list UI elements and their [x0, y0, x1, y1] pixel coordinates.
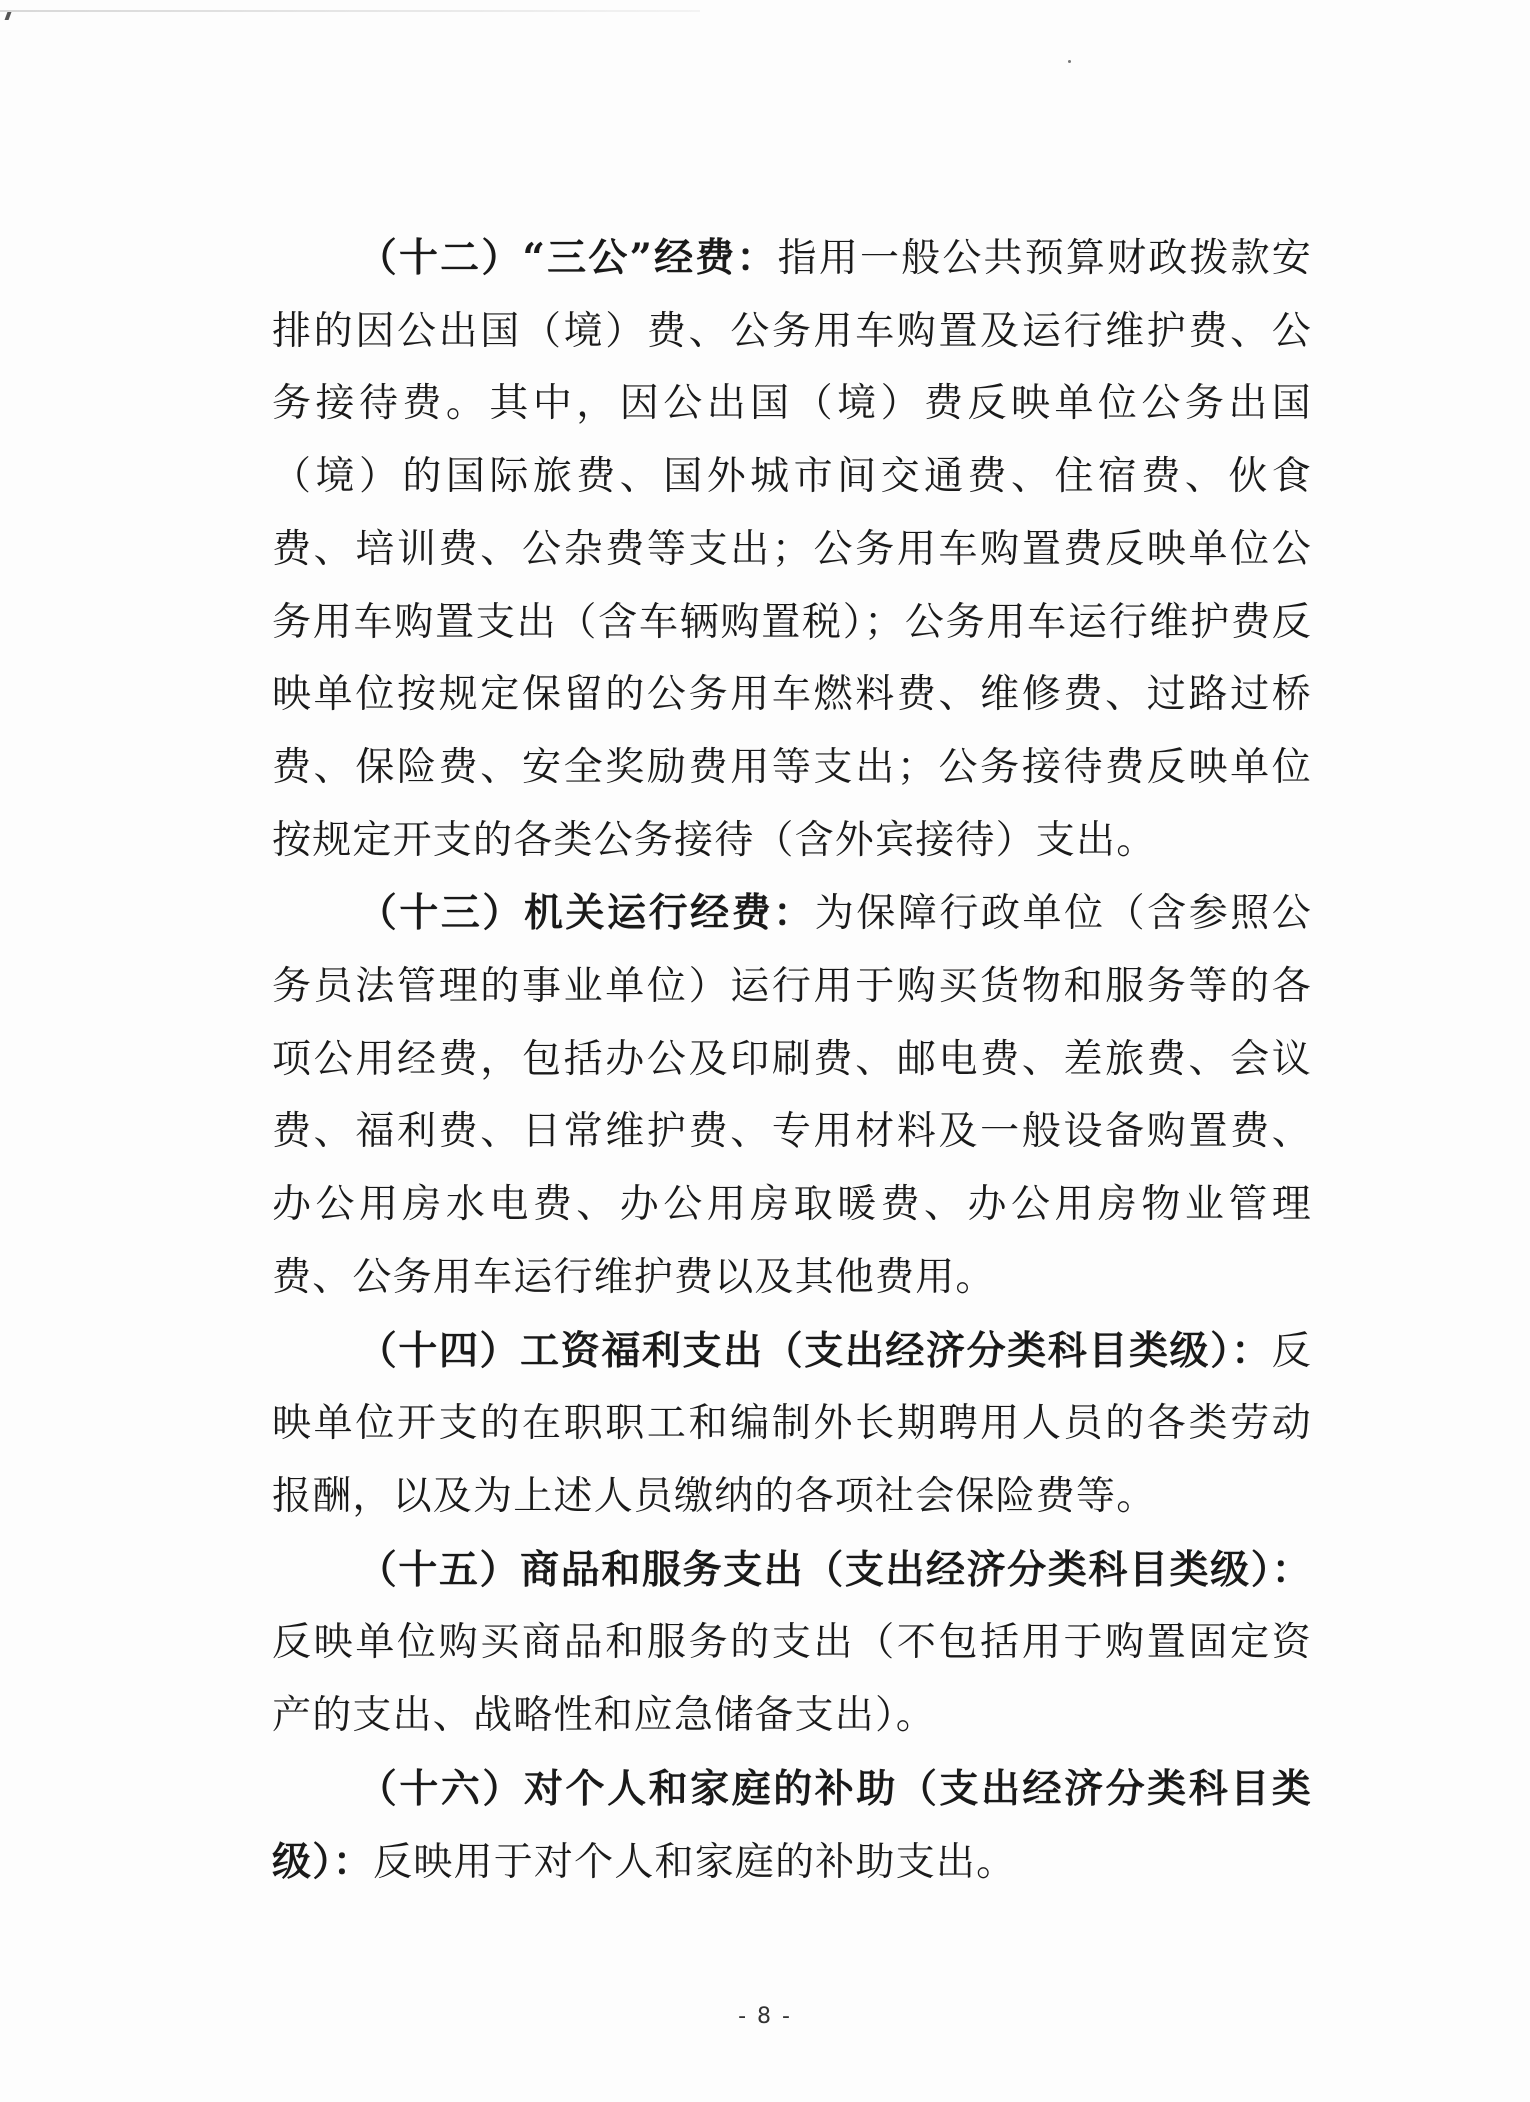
paragraph-body: 反映单位开支的在职职工和编制外长期聘用人员的各类劳动报酬，以及为上述人员缴纳的各项社会保险费等。 — [272, 1328, 1312, 1519]
body-text — [272, 222, 1312, 1900]
paragraph-fourteen — [272, 1315, 1312, 1534]
scan-speck — [1068, 60, 1071, 63]
paragraph-heading: （十二）“三公”经费： — [357, 235, 778, 281]
paragraph-heading: （十三）机关运行经费： — [357, 890, 815, 937]
paragraph-heading: （十六）对个人和家庭的补助（支出经济分类科目类级）： — [272, 1765, 1312, 1886]
page-number: - 8 - — [738, 2004, 792, 2029]
paragraph-fifteen — [272, 1534, 1312, 1753]
paragraph-thirteen — [272, 877, 1312, 1314]
scan-corner-mark — [5, 12, 12, 20]
scan-edge-line — [0, 10, 700, 12]
paragraph-body: 反映用于对个人和家庭的补助支出。 — [373, 1840, 1017, 1886]
paragraph-body: 为保障行政单位（含参照公务员法管理的事业单位）运行用于购买货物和服务等的各项公用经费，包括办公及印刷费、邮电费、差旅费、会议费、福利费、日常维护费、专用材料及一般设备购置费、办公用房水电费、办公用房取暖费、办公用房物业管理费、公务用车运行维护费以及其他费用。 — [272, 891, 1312, 1300]
paragraph-sixteen — [272, 1753, 1312, 1900]
paragraph-heading: （十四）工资福利支出（支出经济分类科目类级）： — [357, 1327, 1272, 1374]
paragraph-twelve — [272, 222, 1312, 877]
paragraph-body: 反映单位购买商品和服务的支出（不包括用于购置固定资产的支出、战略性和应急储备支出）。 — [272, 1620, 1312, 1739]
paragraph-body: 指用一般公共预算财政拨款安排的因公出国（境）费、公务用车购置及运行维护费、公务接待费。其中，因公出国（境）费反映单位公务出国（境）的国际旅费、国外城市间交通费、住宿费、伙食费、培训费、公杂费等支出；公务用车购置费反映单位公务用车购置支出（含车辆购置税）；公务用车运行维护费反映单位按规定保留的公务用车燃料费、维修费、过路过桥费、保险费、安全奖励费用等支出；公务接待费反映单位按规定开支的各类公务接待（含外宾接待）支出。 — [272, 236, 1312, 863]
paragraph-heading: （十五）商品和服务支出（支出经济分类科目类级）： — [357, 1546, 1312, 1593]
